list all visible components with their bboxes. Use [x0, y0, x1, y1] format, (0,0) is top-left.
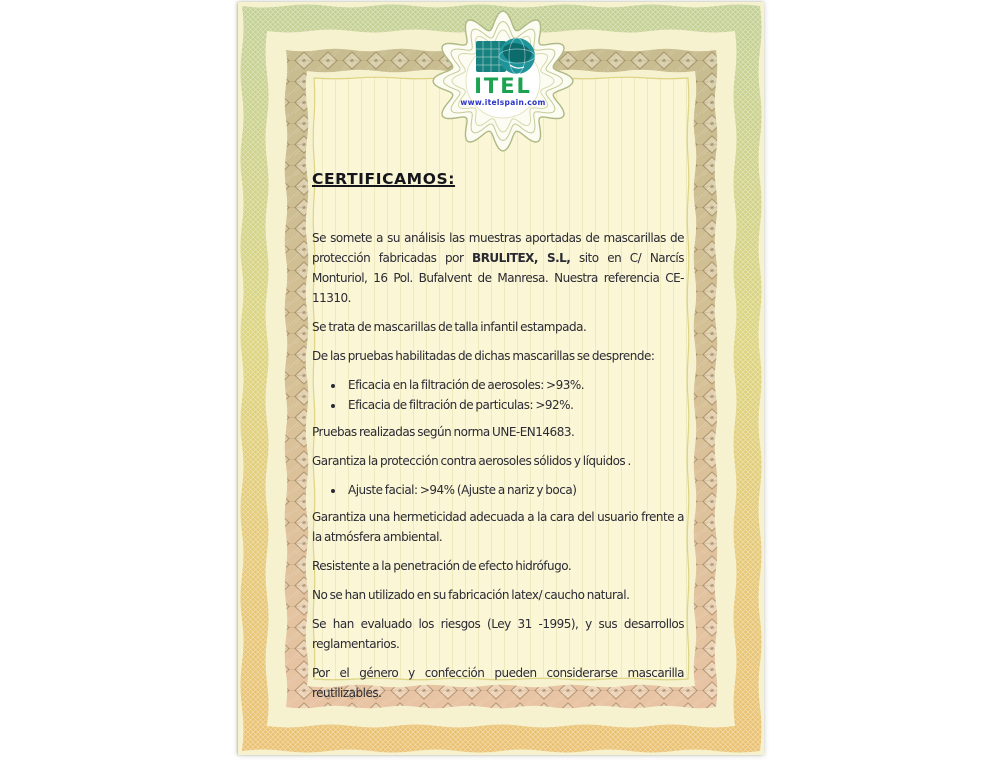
paragraph-reusable: Por el género y confección pueden considerarse mascarilla reutilizables. [312, 666, 684, 700]
certificate-title: CERTIFICAMOS: [312, 170, 456, 188]
logo-badge [430, 7, 576, 155]
brand-text: ITEL [474, 74, 532, 98]
paragraph-intro [312, 228, 684, 308]
list-item: • Ajuste facial: >94% (Ajuste a nariz y boca) [345, 480, 684, 500]
paragraph-tests-intro: De las pruebas habilitadas de dichas mascarillas se desprende: [312, 349, 655, 363]
fit-result-list [312, 480, 684, 500]
intro-text-after: sito en C/ Narcís Monturiol, 16 Pol. Bufalvent de Manresa. Nuestra referencia CE-11310. [312, 251, 684, 305]
list-item: • Eficacia de filtración de particulas: >92%. [345, 395, 684, 415]
list-item: • Eficacia en la filtración de aerosoles: >93%. [345, 375, 684, 395]
certificate-scan [238, 2, 764, 755]
globe-icon [476, 38, 535, 76]
paragraph-hermeticity: Garantiza una hermeticidad adecuada a la cara del usuario frente a la atmósfera ambiental. [312, 510, 684, 544]
paragraph-hydrophobic: Resistente a la penetración de efecto hidrófugo. [312, 559, 572, 573]
intro-text-before: Se somete a su análisis las muestras aportadas de mascarillas de protección fabricadas por [312, 231, 684, 265]
paragraph-protection: Garantiza la protección contra aerosoles sólidos y líquidos . [312, 454, 631, 468]
manufacturer-name: BRULITEX, S.L, [472, 251, 571, 265]
filtration-results-list [312, 375, 684, 415]
certificate-body [312, 168, 684, 712]
website-text: www.itelspain.com [460, 98, 546, 107]
paragraph-risks: Se han evaluado los riesgos (Ley 31 -1995), y sus desarrollos reglamentarios. [312, 617, 684, 651]
paragraph-norm: Pruebas realizadas según norma UNE-EN14683. [312, 425, 575, 439]
paragraph-mask-type: Se trata de mascarillas de talla infantil estampada. [312, 320, 587, 334]
paragraph-latex: No se han utilizado en su fabricación latex/ caucho natural. [312, 588, 630, 602]
